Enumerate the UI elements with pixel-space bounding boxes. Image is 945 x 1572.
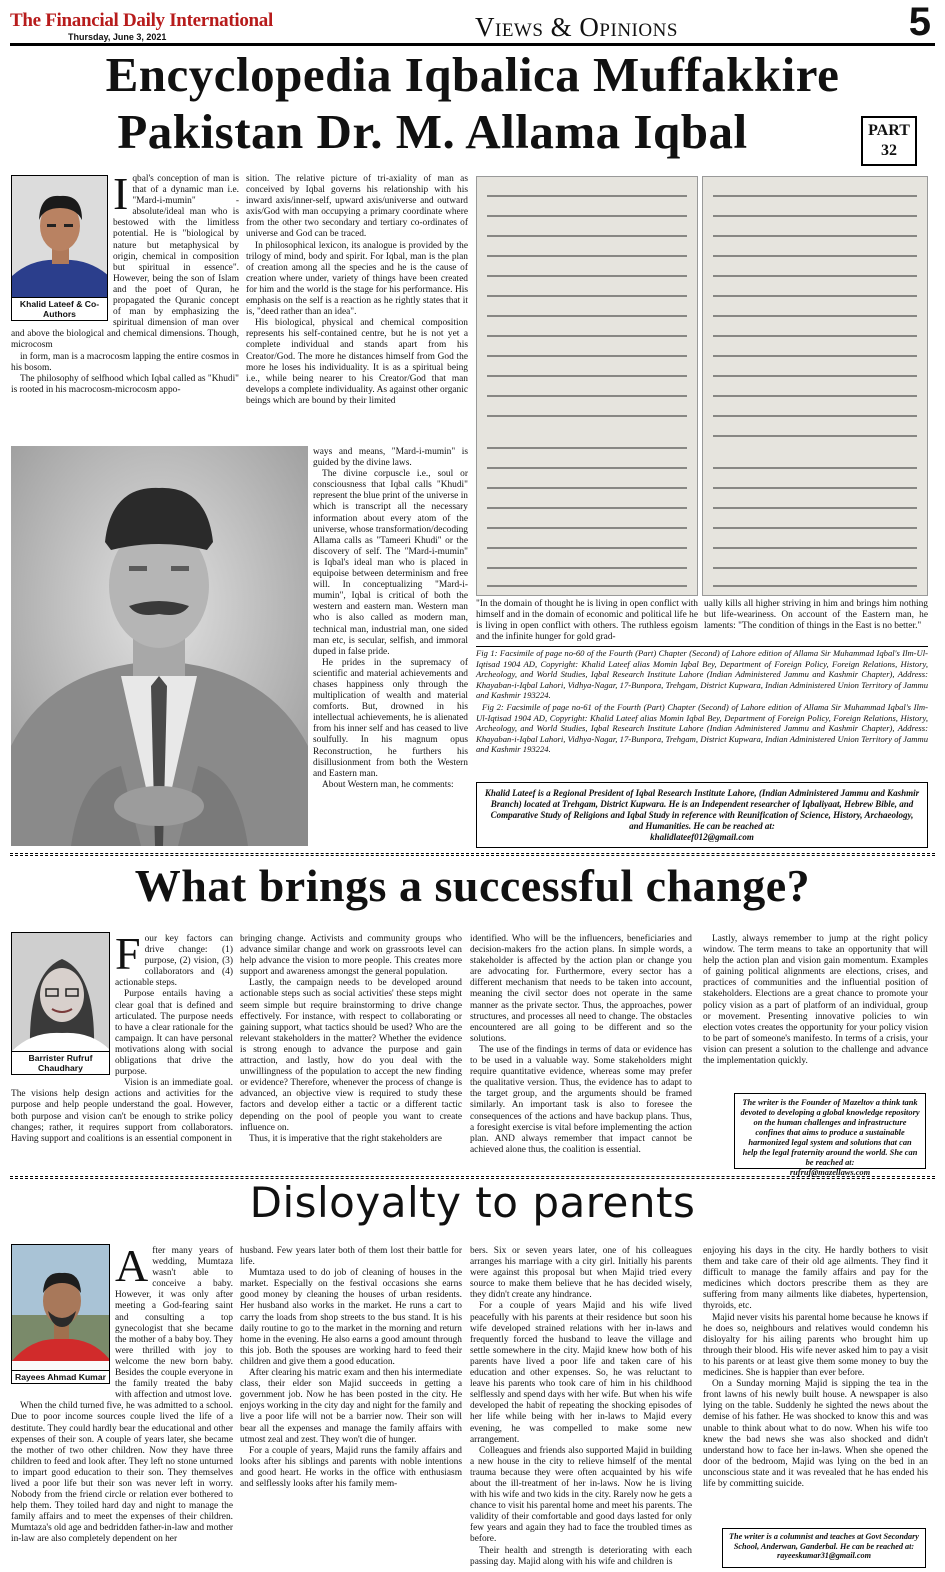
article1-headline-line1: Encyclopedia Iqbalica Muffakkire bbox=[105, 47, 840, 102]
article1-column-2-continued bbox=[313, 447, 468, 847]
article1-col2-para: He prides in the supremacy of scientific and material achievements and chases happiness only through the multiplication of wealth and material comforts. But, drowned in his intellectual achievements, he is alienated from his inner self and has ceased to live soulfully. In his magnum opus Reconstruction, he furthers his disillusionment from both the Western and Eastern man. bbox=[313, 657, 468, 779]
article3-col1-para: fter many years of wedding, Mumtaza wasn't able to conceive a baby. However, it was only after meeting a God-fearing saint and consulting a top gynecologist that she became the mother of a baby boy. They were thrilled with joy to welcome the new born baby. Besides the couple everyone in the family treated the baby with affection and utmost love. bbox=[115, 1246, 233, 1401]
article3-col3-para: Their health and strength is deteriorating with each passing day. Majid along with his wife and children is bbox=[470, 1545, 692, 1567]
facsimile-page-61 bbox=[702, 176, 928, 596]
paper-name: The Financial Daily International bbox=[10, 10, 273, 31]
article2-col4-para: Lastly, always remember to jump at the right policy window. The term means to take an opportunity that will help the action plan and vision gain momentum. Examples of gaining political alignments are elections, crises, and practices of communities and the influential position of stakeholders. Elections are a great chance to promote your policy vision as a part of platform of an individual, group or movement. Presenting innovative policies to win election votes creates the opportunity for your policy vision to be part of someone's manifesto. In terms of a crisis, your vision can present a solution to the challenge and advance the implementation quickly. bbox=[703, 934, 928, 1067]
dropcap: F bbox=[115, 934, 141, 979]
author-caption: Rayees Ahmad Kumar bbox=[12, 1370, 109, 1383]
article3-bio-email[interactable]: rayeeskumar31@gmail.com bbox=[777, 1551, 871, 1561]
article3-col3-para: For a couple of years Majid and his wife lived peacefully with his parents at their residence but soon his wife developed strained relations with her in-laws and frequently forced the husband to leave the village and settle somewhere in the city. Majid knew how both of his parents have lived a poor life and taken care of his education and other expenses. So, he was reluctant to leave his parents who took care of him in his childhood selflessly and spend days with her wife. But when his wife developed the habit of repeating the shocking episodes of her life while being with her in-laws to Majid every evening, he was compelled to make some new arrangement. bbox=[470, 1301, 692, 1445]
figure-captions bbox=[476, 646, 928, 779]
article1-author-bio bbox=[476, 782, 928, 848]
article2-col1-para: Vision is an immediate goal. The visions help design actions and activities for the purpose and help people understand the goal. However, both purpose and vision can't be enough to strike policy changes; rather, it requires support from collaborators. Having support and coalitions is an essential component in bbox=[11, 1078, 233, 1144]
article3-bio-text: The writer is a columnist and teaches at Govt Secondary School, Anderwan, Ganderbal. He can be reached at: bbox=[729, 1532, 919, 1551]
article1-headline-line2: Pakistan Dr. M. Allama Iqbal bbox=[117, 104, 748, 159]
article3-col4-para: On a Sunday morning Majid is sipping the tea in the front lawns of his newly built house. A newspaper is also lying on the table. Suddenly he sighted the news about the demise of his father. He was shocked to know this and was unable to think about what to do now. When his wife too knew the bad news she was also shocked and didn't understand how to face her in-laws. When she opened the door of the bedroom, Majid was lying on the bed in an unconscious state and it was revealed that he has ended his life by committing suicide. bbox=[703, 1379, 928, 1489]
page-number: 5 bbox=[908, 0, 931, 44]
article2-col1-para: Purpose entails having a clear goal that is defined and articulated. The purpose needs to have a clear rationale for the campaign. It can have personal motivations along with social obligations that drive the purpose. bbox=[115, 989, 233, 1078]
article1-col1-para: in form, man is a macrocosm lapping the entire cosmos in his bosom. bbox=[11, 351, 239, 373]
article2-col2-para: Lastly, the campaign needs to be developed around actionable steps such as social activities' these steps might seem simple but require brainstorming to drive change effectively. For instance, with respect to collaborating or gaining support, what tactics should be used? Who are the relevant stakeholders in the matter? Whether the evidence is strong enough to advance the purpose and gain attraction, and lastly, how do you deal with the unwillingness of the population to accept the new finding or evidence? Therefore, whenever the process of change is advanced, an objective view is required to study these factors and develop either a tactic or a different tactic depending on the pool of people you want to create influence on. bbox=[240, 978, 462, 1133]
article1-col2-para: About Western man, he comments: bbox=[322, 779, 454, 790]
article3-col4-para: enjoying his days in the city. He hardly bothers to visit them and take care of their old age ailments. They find it difficult to manage the family affairs and pay for the medicines which doctors prescribe them as they are suffering from many ailments like diabetes, hypertension, thyroids, etc. bbox=[703, 1246, 928, 1312]
article1-col3-para: "In the domain of thought he is living in open conflict with himself and in the domain of economic and political life he is living in open conflict with others. The ruthless egoism and the infinite hunger for gold grad- bbox=[476, 599, 698, 643]
article3-column-1 bbox=[11, 1246, 233, 1568]
article3-col2-para: After clearing his matric exam and then his intermediate class, their elder son Majid succeeds in getting a government job. Now he has been posted in the city. He enjoys working in the city day and night for the family and live a poor life will not be a barrier now. Their son will bear all the expenses and manage the family affairs with utmost zeal and zest. They won't die of hunger. bbox=[240, 1368, 462, 1445]
article3-col3-para: Colleagues and friends also supported Majid in building a new house in the city to relieve himself of the mental trauma because they were often acquainted by his wife about the ill-treatment of her in-laws. Now he is living with his wife and two kids in the city. Rarely now he gets a chance to visit his parental home and meet his parents. The validity of their comfortable and good days lasted for only few years and again they had to face the troubled times as before. bbox=[470, 1445, 692, 1545]
article1-col4-para: ually kills all higher striving in him and brings him nothing but life-weariness. On account of the Eastern man, he laments: "The condition of things in the East is no better." bbox=[704, 599, 928, 632]
article1-col1-para: The philosophy of selfhood which Iqbal called as "Khudi" is rooted in his macrocosm-microcosm appo- bbox=[11, 373, 239, 395]
article3-col2-para: Mumtaza used to do job of cleaning of houses in the market. Especially on the festival occasions she earns good money by cleaning the houses of urban residents. Her husband also works in the market. He runs a cart to carry the loads from shop streets to the bus stand. It is his daily routine to go to the market in the morning and return home in the evening. He also earns a good amount through this job. Both the spouses are working hard to feed their children and give them a good education. bbox=[240, 1268, 462, 1367]
section-title: Views & Opinions bbox=[475, 12, 678, 42]
article1-col2-para: ways and means, "Mard-i-mumin" is guided by the divine laws. bbox=[313, 447, 468, 469]
article1-column-2 bbox=[246, 174, 468, 446]
author-caption: Khalid Lateef & Co-Authors bbox=[12, 297, 107, 320]
article3-col1-para: When the child turned five, he was admitted to a school. Due to poor income sources couple lived the life of a destitute. They could hardly bear the educational and other expenses of their son. A couple of years later, she became the mother of two other children. Now they have three children to feed and look after. They left no stone unturned to impart good education to their son. They themselves lived a poor life but their son was never left in worry. Nobody from the friend circle or relation ever bothered to help them. They toiled hard day and night to manage the family affairs and to meet the expenses of their children. Mumtaza's old age and bedridden father-in-law and mother in-law are also completely dependent on her bbox=[11, 1401, 233, 1545]
dropcap: A bbox=[115, 1246, 149, 1291]
article2-author-bio bbox=[734, 1093, 926, 1177]
issue-date: Thursday, June 3, 2021 bbox=[68, 32, 167, 42]
fig2-caption: Fig 2: Facsimile of page no-61 of the Fourth (Part) Chapter (Second) of Lahore edition of Allama Sir Muhammad Iqbal's Ilm-Ul-Iqtisad 1904 AD, Copyright: Khalid Lateef alias Momin Iqbal Bey, Department of Foreign Policy, Foreign Relations, History, Archeology, and World Studies, Iqbal Research Institute Lahore (Indian Administered Jammu and Kashmir Chapter), Address: Khayaban-i-Iqbal Lahori, Vidhya-Nagar, 17-Bunpora, Trehgam, District Kupwara, Indian Administered Union Territory of Jammu and Kashmir 193224. bbox=[476, 701, 928, 755]
article2-column-2 bbox=[240, 934, 462, 1172]
article1-col2-para: In philosophical lexicon, its analogue is provided by the trilogy of mind, body and spirit. For Iqbal, man is the plan of creation among all the species and he is the cause of creation where under, variety of things have been created for him and the world is the stage for his performance. His emphasis on the self is a reaction as he rightly states that it is, "deed rather than an idea". bbox=[246, 240, 468, 318]
article2-col2-para: bringing change. Activists and community groups who advance similar change and work on grassroots level can help advance the vision to more people. This creates more support and awareness amongst the general population. bbox=[240, 934, 462, 978]
facsimile-page-60 bbox=[476, 176, 698, 596]
article3-col3-para: bers. Six or seven years later, one of his colleagues arranges his marriage with a city girl. Initially his parents were against this proposal but when Majid tried every source to make them believe that he has decided wisely, they didn't create any hindrance. bbox=[470, 1246, 692, 1301]
article1-bio-text: Khalid Lateef is a Regional President of Iqbal Research Institute Lahore, (Indian Administered Jammu and Kashmir Branch) located at Trehgam, District Kupwara. He is an Independent researcher of Iqbaliyaat, Hebrew Bible, and Comparative Study of Religions and Iqbal Study in reference with Reunification of Science, History, Archaeology, and Humanities. He can be reached at: bbox=[484, 788, 920, 831]
article3-col2-para: For a couple of years, Majid runs the family affairs and looks after his siblings and parents with noble intentions and good heart. He works in the office with enthusiasm and selflessly looks after his family mem- bbox=[240, 1445, 462, 1489]
article3-col2-para: husband. Few years later both of them lost their battle for life. bbox=[240, 1246, 462, 1268]
iqbal-portrait-icon bbox=[11, 446, 308, 846]
article3-col4-para: Majid never visits his parental home because he knows if he does so, neighbours and relatives would condemn his disloyalty for his ailing parents who brought him up through their blood. His wife never asked him to pay a visit to his parents or at least give them some money to buy the medicines. She is happier than ever before. bbox=[703, 1312, 928, 1379]
article1-col1-para: qbal's conception of man is that of a dynamic man i.e. "Mard-i-mumin" - absolute/ideal man who is bestowed with the limitless potential. He is "biological by nature but metaphysical by origin, chemical in composition but spiritual in essence". However, being the son of Islam and the poet of Quran, he propagated the Quranic concept of man by emphasizing the spiritual dimension of man over and above the biological and chemical dimensions. Though, microcosm bbox=[11, 174, 239, 351]
part-label: PART bbox=[868, 122, 910, 139]
article2-headline: What brings a successful change? bbox=[134, 860, 811, 911]
article2-col1-para: our key factors can drive change: (1) purpose, (2) vision, (3) collaborators and (4) actionable steps. bbox=[115, 934, 233, 989]
article2-column-1 bbox=[11, 934, 233, 1172]
article2-column-4 bbox=[703, 934, 928, 1079]
article1-column-1 bbox=[11, 174, 239, 438]
article2-col3-para: identified. Who will be the influencers, beneficiaries and decision-makers fro the action plans. In simple words, a stakeholder is affected by the action plan or change you are advocating for. Furthermore, every sector has a different mechanism that needs to be taken into account, meaning the civil sector does not operate in the same manner as the private sector. Thus, the approaches, power structures, and processes all need to change. The obstacles encountered are all going to be different and so the solutions. bbox=[470, 934, 692, 1044]
article3-column-4 bbox=[703, 1246, 928, 1516]
article3-column-3 bbox=[470, 1246, 692, 1568]
article1-column-4 bbox=[704, 599, 928, 645]
iqbal-portrait bbox=[11, 446, 308, 846]
part-number: 32 bbox=[881, 142, 897, 159]
author-caption: Barrister Rufruf Chaudhary bbox=[12, 1051, 109, 1074]
article2-bio-email[interactable]: rufruf@mazellaws.com bbox=[789, 1168, 871, 1177]
article1-col2-para: His biological, physical and chemical composition represents his self-contained centre, but he is not yet a complete individual and stands apart from his Creator/God. The more he distances himself from God the more he loses his individuality. It is as a spiritual being i.e., while being nearer to his Creator/God that man develops a complete individuality. As against other organic beings which are bound by their limited bbox=[246, 318, 468, 406]
part-badge bbox=[861, 116, 917, 166]
article3-author-bio bbox=[722, 1528, 926, 1568]
article1-col2-para: sition. The relative picture of tri-axiality of man as conceived by Iqbal governs his relationship with his inward axis/inner-self, upward axis/universe and outward axis/God with man occupying a primary coordinate where from the other two secondary and tertiary co-ordinates of universe and God can be traced. bbox=[246, 174, 468, 240]
article2-col2-para: Thus, it is imperative that the right stakeholders are bbox=[249, 1133, 442, 1144]
article1-column-3 bbox=[476, 599, 698, 645]
article2-bio-text: The writer is the Founder of Mazeltov a think tank devoted to developing a global knowledge repository on the human challenges and infrastructure confines that aims to produce a sustainable harmonized legal system and solutions that can help the legal fraternity around the world. She can be reached at: bbox=[740, 1098, 920, 1167]
article1-bio-email[interactable]: khalidlateef012@gmail.com bbox=[650, 832, 754, 842]
dropcap: I bbox=[113, 174, 129, 219]
article3-headline: Disloyalty to parents bbox=[249, 1178, 696, 1227]
masthead bbox=[10, 0, 935, 46]
article3-column-2 bbox=[240, 1246, 462, 1568]
article2-column-3 bbox=[470, 934, 692, 1172]
section-divider bbox=[10, 853, 935, 856]
article1-col2-para: The divine corpuscle i.e., soul or consciousness that Iqbal calls "Khudi" represent the blue print of the universe in which is transcript all the necessary information about every atom of the universe, whose transformation/decoding Allama calls as "Tameeri Khudi" or the discovery of self. The "Mard-i-mumin" is Iqbal's ideal man who is placed in equipoise between determinism and free will. In conceptualizing "Mard-i-mumin", Iqbal is critical of both the western and eastern man. Western man who is also called as modern man, technical man, industrial man, one sided man etc, is secular, selfish, and immoral duped in false pride. bbox=[313, 469, 468, 657]
article2-col3-para: The use of the findings in terms of data or evidence has to be used in a valuable way. Some stakeholders might require quantitative evidence, whereas some may prefer the qualitative version. Thus, the evidence has to adapt to the target group, and the arguments should be framed similarly. An important task is also to foresee the consequences of the actions and have backup plans. Thus, a foresight exercise is vital before implementing the action plan. AND always remember that impact cannot be achieved alone thus, the coalition is essential. bbox=[470, 1044, 692, 1155]
fig1-caption: Fig 1: Facsimile of page no-60 of the Fourth (Part) Chapter (Second) of Lahore edition of Allama Sir Muhammad Iqbal's Ilm-Ul-Iqtisad 1904 AD, Copyright: Khalid Lateef alias Momin Iqbal Bey, Department of Foreign Policy, Foreign Relations, History, Archeology, and World Studies, Iqbal Research Institute Lahore (Indian Administered Jammu and Kashmir Chapter), Address: Khayaban-i-Iqbal Lahori, Vidhya-Nagar, 17-Bunpora, Trehgam, District Kupwara, Indian Administered Union Territory of Jammu and Kashmir 193224. bbox=[476, 648, 928, 701]
